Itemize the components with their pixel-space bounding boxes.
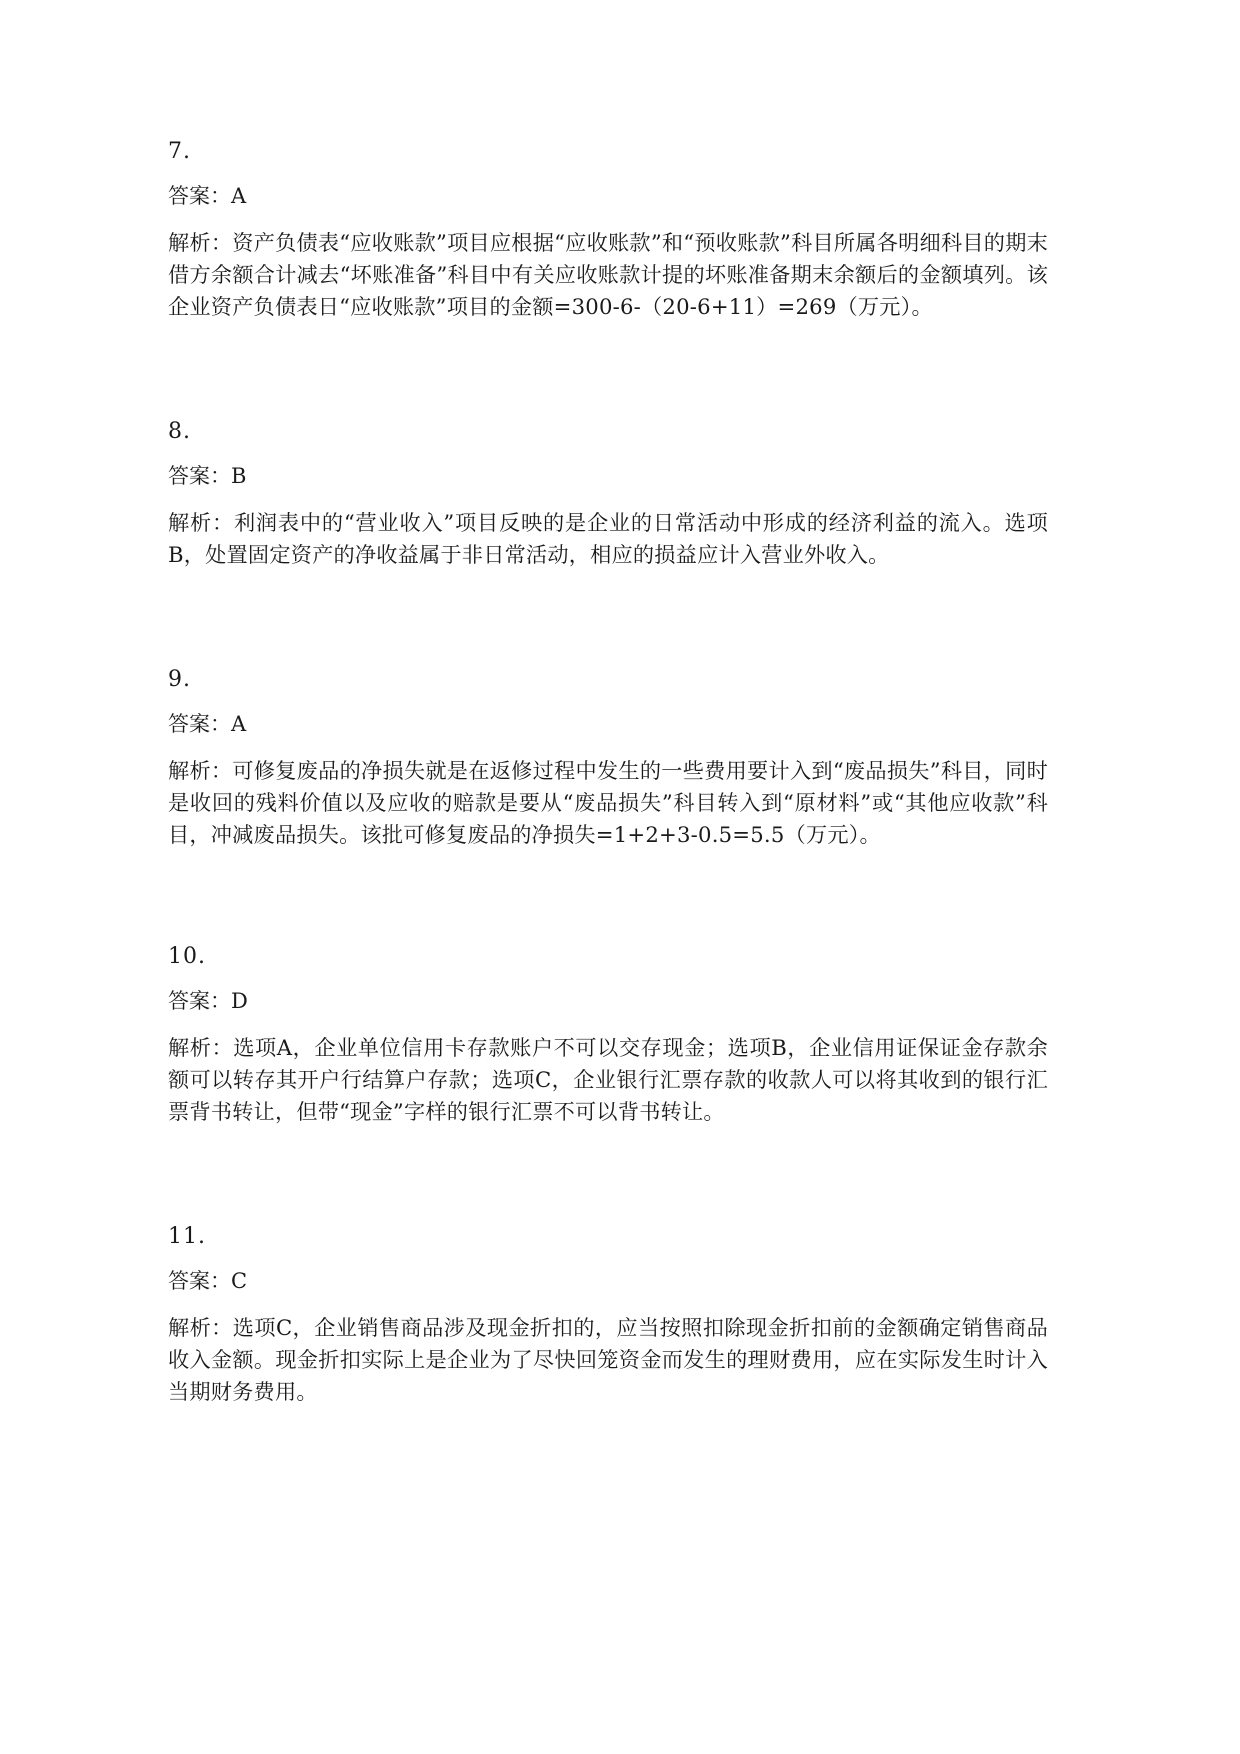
- question-number: 10.: [168, 944, 206, 969]
- answer-line: 答案：C: [168, 1269, 248, 1293]
- answer-line: 答案：B: [168, 464, 247, 488]
- question-8: [168, 417, 1048, 571]
- question-7: [168, 137, 1048, 323]
- answer-line: 答案：D: [168, 989, 248, 1013]
- question-number: 7.: [168, 139, 191, 164]
- analysis-paragraph: 解析：资产负债表“应收账款”项目应根据“应收账款”和“预收账款”科目所属各明细科目的期末借方余额合计减去“坏账准备”科目中有关应收账款计提的坏账准备期末余额后的金额填列。该企业资产负债表日“应收账款”项目的金额=300-6-（20-6+11）=269（万元）。: [168, 230, 1048, 319]
- question-number: 11.: [168, 1224, 206, 1249]
- analysis-paragraph: 解析：可修复废品的净损失就是在返修过程中发生的一些费用要计入到“废品损失”科目，同时是收回的残料价值以及应收的赔款是要从“废品损失”科目转入到“原材料”或“其他应收款”科目，冲减废品损失。该批可修复废品的净损失=1+2+3-0.5=5.5（万元）。: [168, 758, 1048, 847]
- question-9: [168, 665, 1048, 851]
- question-number: 8.: [168, 419, 191, 444]
- answer-line: 答案：A: [168, 712, 247, 736]
- analysis-paragraph: 解析：选项C，企业销售商品涉及现金折扣的，应当按照扣除现金折扣前的金额确定销售商品收入金额。现金折扣实际上是企业为了尽快回笼资金而发生的理财费用，应在实际发生时计入当期财务费用。: [168, 1315, 1048, 1404]
- question-11: [168, 1222, 1048, 1408]
- analysis-paragraph: 解析：利润表中的“营业收入”项目反映的是企业的日常活动中形成的经济利益的流入。选项B，处置固定资产的净收益属于非日常活动，相应的损益应计入营业外收入。: [168, 510, 1048, 567]
- answer-line: 答案：A: [168, 184, 247, 208]
- question-number: 9.: [168, 667, 191, 692]
- analysis-paragraph: 解析：选项A，企业单位信用卡存款账户不可以交存现金；选项B，企业信用证保证金存款余额可以转存其开户行结算户存款；选项C，企业银行汇票存款的收款人可以将其收到的银行汇票背书转让，但带“现金”字样的银行汇票不可以背书转让。: [168, 1035, 1048, 1124]
- question-10: [168, 942, 1048, 1128]
